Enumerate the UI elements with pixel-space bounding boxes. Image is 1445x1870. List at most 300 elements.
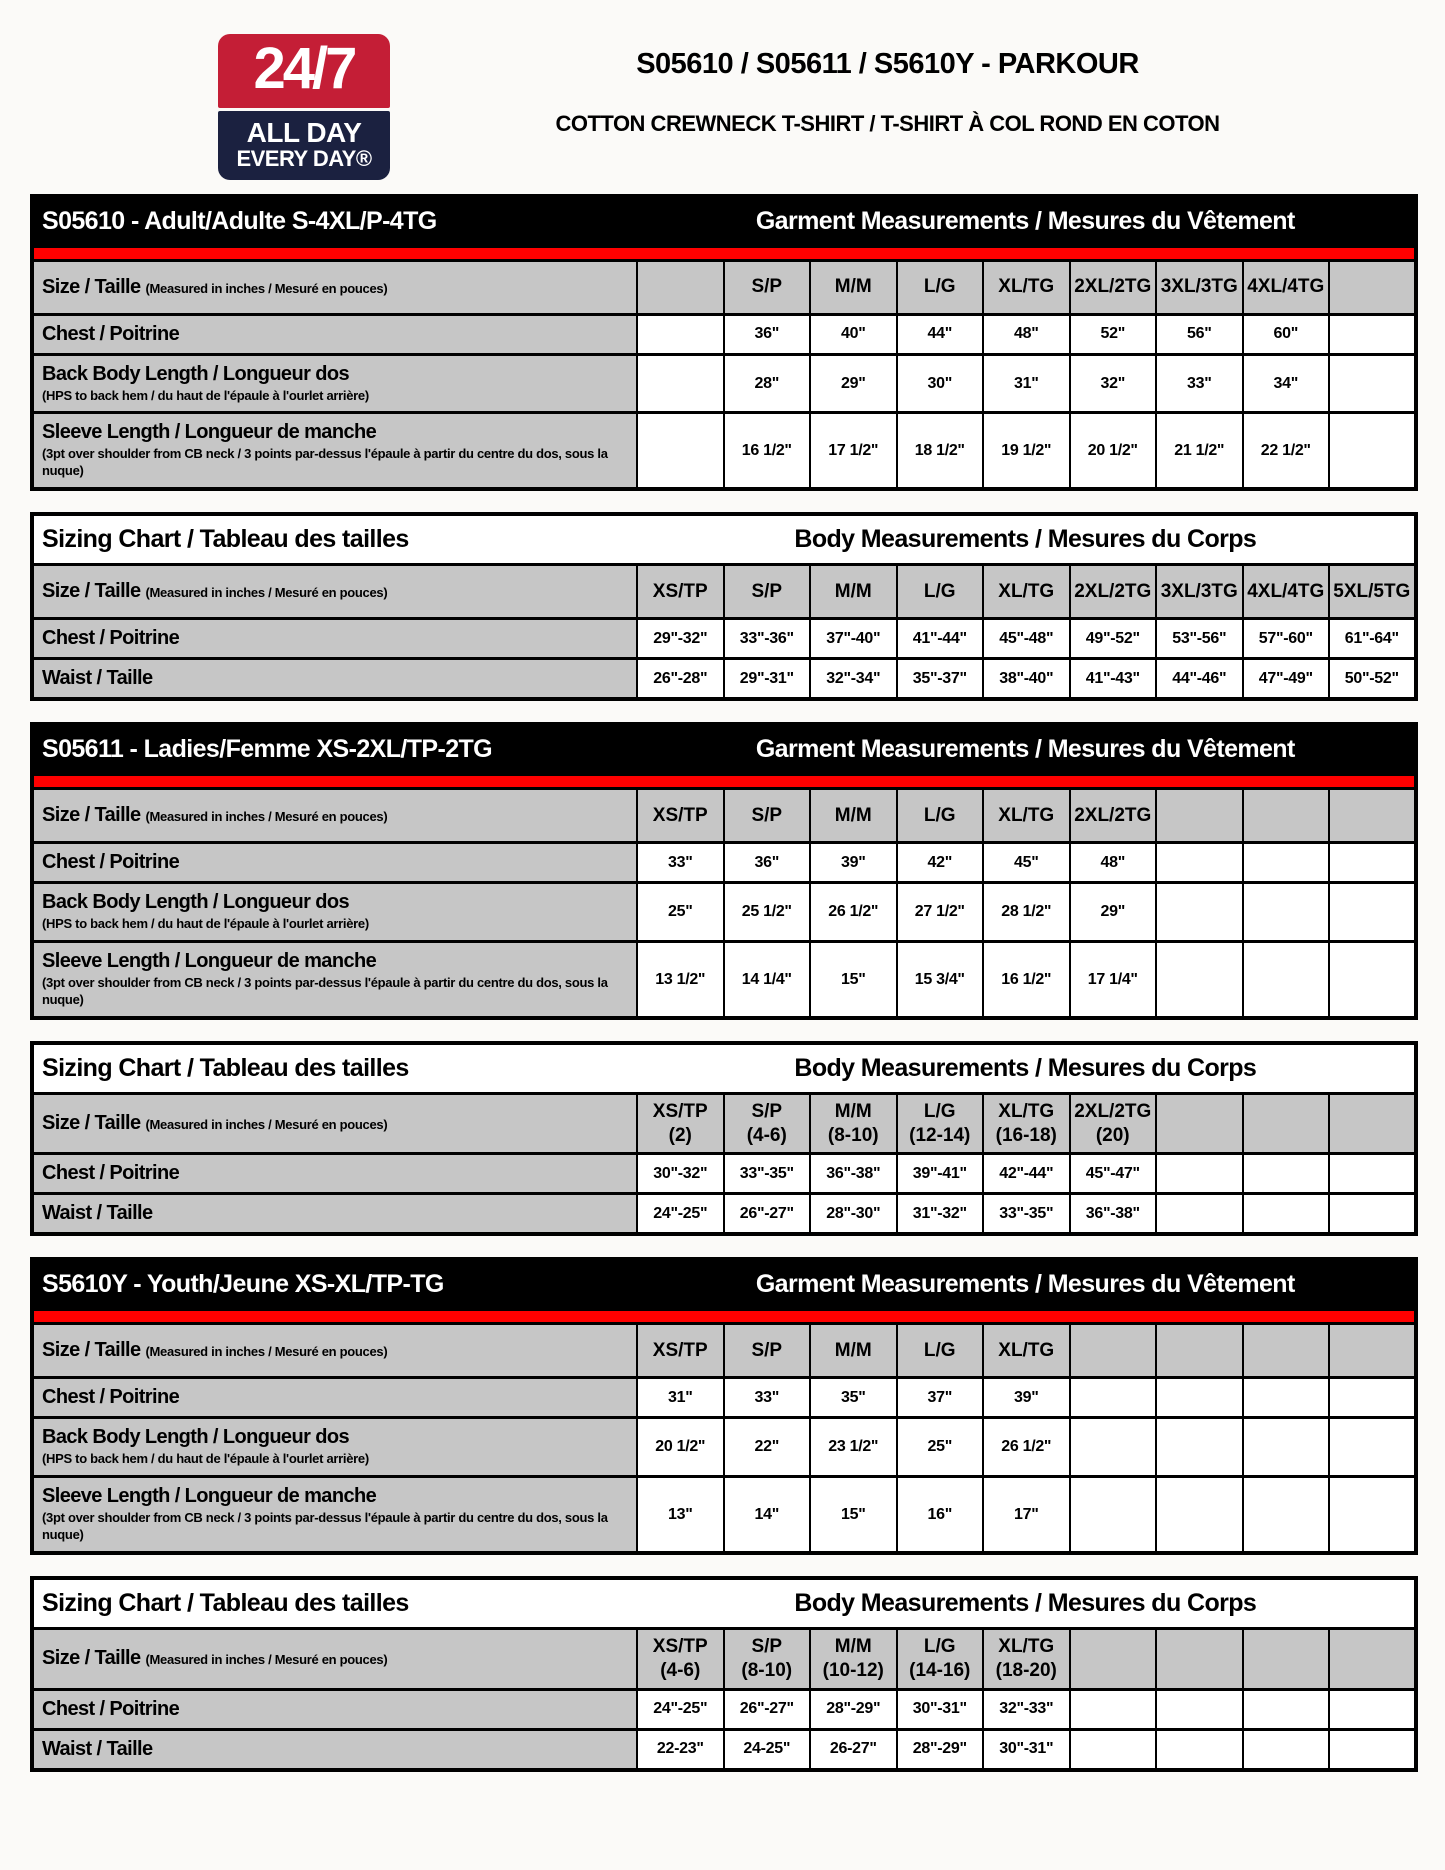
red-stripe bbox=[32, 246, 1416, 260]
size-code: XS/TP bbox=[652, 1636, 708, 1658]
table-banner bbox=[32, 1578, 1416, 1629]
size-code: 3XL/3TG bbox=[1160, 580, 1238, 602]
empty-cell bbox=[1243, 1194, 1330, 1235]
size-range: (2) bbox=[668, 1124, 692, 1146]
empty-header-cell bbox=[1329, 1324, 1416, 1378]
document-header bbox=[0, 0, 1445, 194]
empty-header-cell bbox=[1243, 1629, 1330, 1690]
measurement-value: 34" bbox=[1243, 354, 1330, 413]
empty-cell bbox=[1329, 843, 1416, 883]
measurement-value: 23 1/2" bbox=[810, 1418, 897, 1477]
measurement-value: 18 1/2" bbox=[897, 413, 984, 489]
size-code: 4XL/4TG bbox=[1247, 580, 1325, 602]
size-label-text: Size / Taille bbox=[42, 275, 146, 298]
measurement-value: 22-23" bbox=[637, 1729, 724, 1770]
size-code: M/M bbox=[834, 804, 872, 826]
measurement-value: 16" bbox=[897, 1477, 984, 1553]
size-code: XS/TP bbox=[652, 1340, 708, 1362]
measurement-value: 14" bbox=[724, 1477, 811, 1553]
measurement-row bbox=[32, 1378, 1416, 1418]
measurement-value: 17" bbox=[983, 1477, 1070, 1553]
table-title: S05610 - Adult/Adulte S-4XL/P-4TG bbox=[32, 196, 637, 247]
measurement-value: 30" bbox=[897, 354, 984, 413]
measurement-row bbox=[32, 1154, 1416, 1194]
empty-header-cell bbox=[1156, 1629, 1243, 1690]
measurement-value: 30"-32" bbox=[637, 1154, 724, 1194]
sizing-chart-title: Sizing Chart / Tableau des tailles bbox=[32, 1578, 637, 1629]
size-range: (12-14) bbox=[909, 1124, 971, 1146]
size-code: 2XL/2TG bbox=[1074, 580, 1152, 602]
measurement-value: 26"-27" bbox=[724, 1689, 811, 1729]
size-range: (20) bbox=[1095, 1124, 1130, 1146]
size-label bbox=[32, 789, 637, 843]
empty-header-cell bbox=[1070, 1629, 1157, 1690]
size-column-header bbox=[897, 789, 984, 843]
row-label-note: (HPS to back hem / du haut de l'épaule à l'ourlet arrière) bbox=[42, 387, 369, 403]
empty-cell bbox=[1070, 1418, 1157, 1477]
size-column-header bbox=[983, 789, 1070, 843]
empty-cell bbox=[1329, 883, 1416, 942]
accent-stripe-row bbox=[32, 246, 1416, 260]
measurement-value: 36"-38" bbox=[1070, 1194, 1157, 1235]
measurement-value: 29" bbox=[810, 354, 897, 413]
empty-header-cell bbox=[1156, 789, 1243, 843]
size-code: L/G bbox=[923, 804, 956, 826]
brand-logo bbox=[218, 34, 390, 180]
size-column-header bbox=[1070, 565, 1157, 619]
measurement-value: 56" bbox=[1156, 314, 1243, 354]
measurement-value: 35"-37" bbox=[897, 659, 984, 700]
size-column-header bbox=[1070, 260, 1157, 314]
size-column-header bbox=[897, 1629, 984, 1690]
empty-cell bbox=[1156, 1729, 1243, 1770]
measurement-value: 48" bbox=[983, 314, 1070, 354]
measurement-value: 45"-48" bbox=[983, 619, 1070, 659]
table-banner bbox=[32, 196, 1416, 247]
empty-header-cell bbox=[1243, 789, 1330, 843]
measurement-value: 26"-27" bbox=[724, 1194, 811, 1235]
size-label-text: Size / Taille bbox=[42, 580, 146, 603]
empty-cell bbox=[1329, 413, 1416, 489]
size-range: (8-10) bbox=[741, 1659, 793, 1681]
measurement-value: 26 1/2" bbox=[983, 1418, 1070, 1477]
ladies-sizing-table bbox=[30, 1041, 1418, 1237]
size-column-header bbox=[810, 789, 897, 843]
logo-24-7: 24/7 bbox=[218, 34, 390, 108]
empty-cell bbox=[1156, 1378, 1243, 1418]
size-code: M/M bbox=[834, 1340, 872, 1362]
empty-cell bbox=[1329, 314, 1416, 354]
empty-cell bbox=[1243, 942, 1330, 1018]
size-column-header bbox=[897, 1093, 984, 1154]
measurement-row bbox=[32, 942, 1416, 1018]
row-label bbox=[32, 1418, 637, 1477]
accent-stripe-row bbox=[32, 1310, 1416, 1324]
measurement-value: 20 1/2" bbox=[637, 1418, 724, 1477]
measurement-value: 48" bbox=[1070, 843, 1157, 883]
size-code: M/M bbox=[834, 1636, 872, 1658]
empty-cell bbox=[1070, 1378, 1157, 1418]
row-label-note: (HPS to back hem / du haut de l'épaule à l'ourlet arrière) bbox=[42, 1451, 369, 1467]
size-column-header bbox=[810, 1629, 897, 1690]
size-label-note: (Measured in inches / Mesuré en pouces) bbox=[145, 280, 388, 296]
measurement-value: 16 1/2" bbox=[724, 413, 811, 489]
measurement-value: 13" bbox=[637, 1477, 724, 1553]
measurement-value: 25" bbox=[897, 1418, 984, 1477]
size-label-text: Size / Taille bbox=[42, 1112, 146, 1135]
garment-measurements-title: Garment Measurements / Mesures du Vêtement bbox=[637, 724, 1416, 775]
measurement-value: 47"-49" bbox=[1243, 659, 1330, 700]
size-column-header bbox=[810, 1093, 897, 1154]
row-label-text: Waist / Taille bbox=[42, 667, 153, 690]
empty-cell bbox=[1070, 1689, 1157, 1729]
row-label bbox=[32, 413, 637, 489]
size-column-header bbox=[983, 1324, 1070, 1378]
garment-measurements-title: Garment Measurements / Mesures du Vêtement bbox=[637, 1259, 1416, 1310]
measurement-value: 32"-33" bbox=[983, 1689, 1070, 1729]
empty-header-cell bbox=[1070, 1324, 1157, 1378]
size-label bbox=[32, 260, 637, 314]
measurement-value: 32" bbox=[1070, 354, 1157, 413]
size-column-header bbox=[897, 260, 984, 314]
size-code: XL/TG bbox=[998, 580, 1055, 602]
table-banner bbox=[32, 1043, 1416, 1094]
empty-cell bbox=[1329, 1378, 1416, 1418]
row-label-note: (HPS to back hem / du haut de l'épaule à l'ourlet arrière) bbox=[42, 916, 369, 932]
adult-sizing-table bbox=[30, 512, 1418, 701]
row-label bbox=[32, 942, 637, 1018]
size-code: L/G bbox=[923, 1636, 956, 1658]
body-measurements-title: Body Measurements / Mesures du Corps bbox=[637, 1578, 1416, 1629]
measurement-value: 33"-35" bbox=[983, 1194, 1070, 1235]
logo-tagline bbox=[218, 111, 390, 180]
empty-cell bbox=[1243, 1729, 1330, 1770]
measurement-value: 41"-43" bbox=[1070, 659, 1157, 700]
size-code: XS/TP bbox=[652, 580, 708, 602]
row-label-note: (3pt over shoulder from CB neck / 3 points par-dessus l'épaule à partir du centre du dos, sous la nuque) bbox=[42, 446, 608, 479]
measurement-value: 20 1/2" bbox=[1070, 413, 1157, 489]
size-code: 2XL/2TG bbox=[1074, 276, 1152, 298]
table-title: S5610Y - Youth/Jeune XS-XL/TP-TG bbox=[32, 1259, 637, 1310]
empty-header-cell bbox=[637, 260, 724, 314]
row-label-note: (3pt over shoulder from CB neck / 3 points par-dessus l'épaule à partir du centre du dos, sous la nuque) bbox=[42, 1510, 608, 1543]
size-header-row bbox=[32, 1629, 1416, 1690]
row-label bbox=[32, 1194, 637, 1235]
size-code: 5XL/5TG bbox=[1333, 580, 1411, 602]
measurement-value: 41"-44" bbox=[897, 619, 984, 659]
size-code: M/M bbox=[834, 1100, 872, 1122]
row-label-text: Waist / Taille bbox=[42, 1202, 153, 1225]
measurement-value: 22 1/2" bbox=[1243, 413, 1330, 489]
measurement-value: 42"-44" bbox=[983, 1154, 1070, 1194]
measurement-value: 26-27" bbox=[810, 1729, 897, 1770]
empty-cell bbox=[1156, 843, 1243, 883]
measurement-value: 24"-25" bbox=[637, 1689, 724, 1729]
size-code: S/P bbox=[751, 1100, 783, 1122]
measurement-value: 33"-35" bbox=[724, 1154, 811, 1194]
size-label-note: (Measured in inches / Mesuré en pouces) bbox=[145, 1652, 388, 1668]
measurement-value: 53"-56" bbox=[1156, 619, 1243, 659]
empty-cell bbox=[637, 413, 724, 489]
measurement-value: 28"-30" bbox=[810, 1194, 897, 1235]
size-code: S/P bbox=[751, 580, 783, 602]
youth-sizing-table bbox=[30, 1576, 1418, 1772]
size-range: (4-6) bbox=[746, 1124, 787, 1146]
empty-cell bbox=[1156, 1194, 1243, 1235]
empty-cell bbox=[1070, 1477, 1157, 1553]
measurement-value: 28"-29" bbox=[897, 1729, 984, 1770]
empty-header-cell bbox=[1156, 1324, 1243, 1378]
empty-cell bbox=[1156, 1689, 1243, 1729]
measurement-value: 29"-31" bbox=[724, 659, 811, 700]
measurement-value: 16 1/2" bbox=[983, 942, 1070, 1018]
measurement-row bbox=[32, 883, 1416, 942]
measurement-value: 25 1/2" bbox=[724, 883, 811, 942]
size-code: XL/TG bbox=[998, 1340, 1055, 1362]
measurement-value: 39" bbox=[983, 1378, 1070, 1418]
measurement-row bbox=[32, 619, 1416, 659]
size-code: S/P bbox=[751, 1340, 783, 1362]
size-column-header bbox=[897, 565, 984, 619]
sizing-chart-title: Sizing Chart / Tableau des tailles bbox=[32, 514, 637, 565]
measurement-row bbox=[32, 354, 1416, 413]
adult-garment-table bbox=[30, 194, 1418, 492]
measurement-value: 30"-31" bbox=[983, 1729, 1070, 1770]
size-code: S/P bbox=[751, 1636, 783, 1658]
empty-cell bbox=[1243, 1689, 1330, 1729]
empty-cell bbox=[637, 314, 724, 354]
measurement-value: 33"-36" bbox=[724, 619, 811, 659]
measurement-value: 37"-40" bbox=[810, 619, 897, 659]
row-label-text: Chest / Poitrine bbox=[42, 1697, 180, 1720]
empty-cell bbox=[1243, 883, 1330, 942]
size-code: L/G bbox=[923, 1340, 956, 1362]
empty-cell bbox=[1156, 883, 1243, 942]
measurement-value: 36" bbox=[724, 843, 811, 883]
size-label bbox=[32, 565, 637, 619]
measurement-value: 24-25" bbox=[724, 1729, 811, 1770]
empty-cell bbox=[637, 354, 724, 413]
youth-garment-table bbox=[30, 1257, 1418, 1555]
measurement-value: 28" bbox=[724, 354, 811, 413]
empty-cell bbox=[1243, 1378, 1330, 1418]
measurement-value: 31" bbox=[637, 1378, 724, 1418]
row-label-text: Sleeve Length / Longueur de manche bbox=[42, 950, 377, 973]
sizing-chart-title: Sizing Chart / Tableau des tailles bbox=[32, 1043, 637, 1094]
table-banner bbox=[32, 724, 1416, 775]
empty-header-cell bbox=[1329, 789, 1416, 843]
row-label-text: Chest / Poitrine bbox=[42, 1386, 180, 1409]
size-column-header bbox=[1070, 789, 1157, 843]
size-label-note: (Measured in inches / Mesuré en pouces) bbox=[145, 1344, 388, 1360]
garment-measurements-title: Garment Measurements / Mesures du Vêtement bbox=[637, 196, 1416, 247]
measurement-row bbox=[32, 1689, 1416, 1729]
measurement-value: 24"-25" bbox=[637, 1194, 724, 1235]
row-label-text: Sleeve Length / Longueur de manche bbox=[42, 421, 377, 444]
body-measurements-title: Body Measurements / Mesures du Corps bbox=[637, 1043, 1416, 1094]
measurement-row bbox=[32, 1418, 1416, 1477]
measurement-value: 39"-41" bbox=[897, 1154, 984, 1194]
measurement-value: 29"-32" bbox=[637, 619, 724, 659]
size-range: (16-18) bbox=[995, 1124, 1057, 1146]
row-label-note: (3pt over shoulder from CB neck / 3 points par-dessus l'épaule à partir du centre du dos, sous la nuque) bbox=[42, 975, 608, 1008]
row-label bbox=[32, 659, 637, 700]
measurement-value: 35" bbox=[810, 1378, 897, 1418]
size-code: XS/TP bbox=[652, 804, 708, 826]
empty-cell bbox=[1329, 1477, 1416, 1553]
measurement-value: 52" bbox=[1070, 314, 1157, 354]
size-range: (18-20) bbox=[995, 1659, 1057, 1681]
measurement-value: 28 1/2" bbox=[983, 883, 1070, 942]
measurement-value: 49"-52" bbox=[1070, 619, 1157, 659]
size-column-header bbox=[810, 1324, 897, 1378]
row-label bbox=[32, 883, 637, 942]
table-banner bbox=[32, 1259, 1416, 1310]
row-label-text: Back Body Length / Longueur dos bbox=[42, 1426, 349, 1449]
empty-cell bbox=[1156, 1418, 1243, 1477]
size-code: 2XL/2TG bbox=[1074, 1100, 1152, 1122]
measurement-value: 36" bbox=[724, 314, 811, 354]
empty-cell bbox=[1329, 1689, 1416, 1729]
measurement-value: 28"-29" bbox=[810, 1689, 897, 1729]
measurement-row bbox=[32, 843, 1416, 883]
size-column-header bbox=[1243, 565, 1330, 619]
row-label bbox=[32, 1378, 637, 1418]
size-code: M/M bbox=[834, 580, 872, 602]
size-header-row bbox=[32, 260, 1416, 314]
measurement-value: 32"-34" bbox=[810, 659, 897, 700]
row-label-text: Back Body Length / Longueur dos bbox=[42, 891, 349, 914]
red-stripe bbox=[32, 1310, 1416, 1324]
size-code: L/G bbox=[923, 580, 956, 602]
size-code: S/P bbox=[751, 804, 783, 826]
size-code: 3XL/3TG bbox=[1160, 276, 1238, 298]
size-code: XL/TG bbox=[998, 1100, 1055, 1122]
row-label bbox=[32, 1154, 637, 1194]
size-column-header bbox=[637, 1629, 724, 1690]
measurement-value: 45"-47" bbox=[1070, 1154, 1157, 1194]
measurement-row bbox=[32, 314, 1416, 354]
size-code: XS/TP bbox=[652, 1100, 708, 1122]
size-code: XL/TG bbox=[998, 276, 1055, 298]
size-column-header bbox=[1070, 1093, 1157, 1154]
row-label bbox=[32, 354, 637, 413]
size-column-header bbox=[810, 565, 897, 619]
measurement-value: 13 1/2" bbox=[637, 942, 724, 1018]
measurement-value: 22" bbox=[724, 1418, 811, 1477]
row-label bbox=[32, 314, 637, 354]
measurement-value: 29" bbox=[1070, 883, 1157, 942]
size-range: (10-12) bbox=[822, 1659, 884, 1681]
measurement-value: 14 1/4" bbox=[724, 942, 811, 1018]
size-column-header bbox=[1329, 565, 1416, 619]
body-measurements-title: Body Measurements / Mesures du Corps bbox=[637, 514, 1416, 565]
size-code: S/P bbox=[751, 276, 783, 298]
logo-every-day: EVERY DAY® bbox=[236, 146, 372, 172]
empty-header-cell bbox=[1156, 1093, 1243, 1154]
size-header-row bbox=[32, 565, 1416, 619]
measurement-value: 15" bbox=[810, 1477, 897, 1553]
empty-header-cell bbox=[1243, 1324, 1330, 1378]
product-subtitle: COTTON CREWNECK T-SHIRT / T-SHIRT À COL ROND EN COTON bbox=[555, 111, 1220, 136]
measurement-row bbox=[32, 413, 1416, 489]
size-label-note: (Measured in inches / Mesuré en pouces) bbox=[145, 585, 388, 601]
empty-cell bbox=[1243, 1154, 1330, 1194]
empty-cell bbox=[1329, 1729, 1416, 1770]
size-column-header bbox=[983, 565, 1070, 619]
measurement-value: 15" bbox=[810, 942, 897, 1018]
measurement-value: 60" bbox=[1243, 314, 1330, 354]
size-range: (4-6) bbox=[660, 1659, 701, 1681]
measurement-value: 27 1/2" bbox=[897, 883, 984, 942]
size-code: M/M bbox=[834, 276, 872, 298]
measurement-row bbox=[32, 1477, 1416, 1553]
measurement-value: 17 1/2" bbox=[810, 413, 897, 489]
size-code: L/G bbox=[923, 276, 956, 298]
row-label-text: Back Body Length / Longueur dos bbox=[42, 362, 349, 385]
measurement-value: 33" bbox=[724, 1378, 811, 1418]
size-column-header bbox=[724, 1629, 811, 1690]
size-code: 4XL/4TG bbox=[1247, 276, 1325, 298]
size-range: (14-16) bbox=[909, 1659, 971, 1681]
measurement-value: 17 1/4" bbox=[1070, 942, 1157, 1018]
measurement-value: 26 1/2" bbox=[810, 883, 897, 942]
size-column-header bbox=[983, 1629, 1070, 1690]
size-column-header bbox=[1156, 565, 1243, 619]
row-label-text: Chest / Poitrine bbox=[42, 322, 180, 345]
empty-cell bbox=[1329, 354, 1416, 413]
measurement-value: 37" bbox=[897, 1378, 984, 1418]
measurement-value: 42" bbox=[897, 843, 984, 883]
row-label bbox=[32, 1689, 637, 1729]
measurement-value: 26"-28" bbox=[637, 659, 724, 700]
size-label bbox=[32, 1629, 637, 1690]
measurement-value: 61"-64" bbox=[1329, 619, 1416, 659]
size-column-header bbox=[724, 565, 811, 619]
size-column-header bbox=[637, 565, 724, 619]
size-label bbox=[32, 1324, 637, 1378]
empty-cell bbox=[1243, 843, 1330, 883]
row-label bbox=[32, 1477, 637, 1553]
measurement-value: 30"-31" bbox=[897, 1689, 984, 1729]
size-column-header bbox=[724, 1093, 811, 1154]
size-column-header bbox=[983, 1093, 1070, 1154]
product-title: S05610 / S05611 / S5610Y - PARKOUR bbox=[636, 48, 1139, 80]
size-column-header bbox=[1243, 260, 1330, 314]
table-banner bbox=[32, 514, 1416, 565]
size-label-text: Size / Taille bbox=[42, 1339, 146, 1362]
size-column-header bbox=[637, 1093, 724, 1154]
size-column-header bbox=[810, 260, 897, 314]
empty-cell bbox=[1243, 1477, 1330, 1553]
logo-all-day: ALL DAY bbox=[246, 117, 362, 148]
size-column-header bbox=[983, 260, 1070, 314]
empty-header-cell bbox=[1329, 260, 1416, 314]
size-column-header bbox=[724, 789, 811, 843]
measurement-value: 50"-52" bbox=[1329, 659, 1416, 700]
size-label-note: (Measured in inches / Mesuré en pouces) bbox=[145, 809, 388, 825]
measurement-value: 19 1/2" bbox=[983, 413, 1070, 489]
row-label bbox=[32, 619, 637, 659]
empty-header-cell bbox=[1329, 1629, 1416, 1690]
row-label-text: Waist / Taille bbox=[42, 1737, 153, 1760]
size-header-row bbox=[32, 1324, 1416, 1378]
measurement-value: 33" bbox=[1156, 354, 1243, 413]
size-label bbox=[32, 1093, 637, 1154]
accent-stripe-row bbox=[32, 775, 1416, 789]
size-code: 2XL/2TG bbox=[1074, 804, 1152, 826]
measurement-value: 40" bbox=[810, 314, 897, 354]
